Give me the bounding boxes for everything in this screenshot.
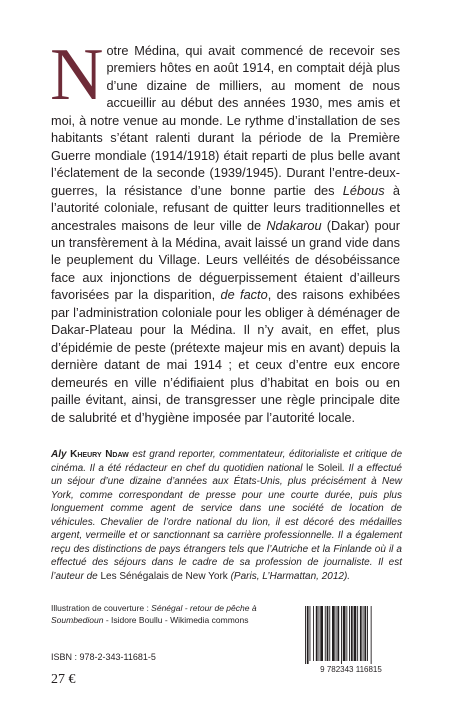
barcode-bar — [341, 606, 342, 664]
barcode-bar — [371, 606, 372, 664]
barcode-bar — [319, 606, 320, 661]
barcode-bar — [351, 606, 353, 661]
bio-newspaper: le Soleil — [306, 462, 343, 474]
main-text-de-facto: de facto — [220, 287, 268, 303]
barcode-bar — [305, 606, 306, 664]
main-paragraph — [50, 34, 400, 426]
main-text-part-4: , des raisons exhibées par l’administration coloniale pour les obliger à déménager de Dakar-Plateau pour la Médina. Il n’y avait, en effet, plus d’épidémie de peste (prétexte majeur mis en avant) depuis la dernière datant de mai 1914 ; et ceux d’entre eux encore demeurés en ville n’édifiaient plus d’habitat en bois ou en paille évitant, ainsi, de transgresser une règle principale dite de salubrité et d’hygiène imposée par l’autorité locale. — [51, 287, 400, 425]
main-text-part-2: à l’autorité coloniale, refusant de quitter leurs traditionnelles et ancestrales maisons de leur ville de — [51, 182, 400, 233]
barcode-bar — [307, 606, 309, 664]
barcode-bar — [336, 606, 337, 661]
author-first-name: Aly — [51, 449, 71, 460]
barcode — [301, 604, 401, 674]
barcode-bar — [332, 606, 335, 661]
barcode-bar — [320, 606, 323, 661]
drop-cap-letter: N — [50, 34, 104, 116]
main-text-ndakarou: Ndakarou — [266, 217, 322, 233]
barcode-bar — [337, 606, 339, 661]
isbn-number: ISBN : 978-2-343-11681-5 — [51, 652, 156, 662]
barcode-bar — [316, 606, 318, 661]
barcode-bar — [364, 606, 366, 661]
author-surname: Kheury Ndaw — [70, 449, 129, 460]
bio-text-part-1: est grand reporter, commentateur, éditorialiste et critique de cinéma. Il a été rédacteur en chef du quotidien national — [51, 449, 403, 474]
barcode-bar — [363, 606, 364, 661]
bio-text-part-3: (Paris, L’Harmattan, 2012). — [227, 570, 351, 582]
barcode-bar — [327, 606, 329, 661]
main-text-part-1: otre Médina, qui avait commencé de recevoir ses premiers hôtes en août 1914, en comptait déjà plus d’une dizaine de milliers, au moment de nous accueillir au début des années 1930, mes amis et moi, à notre venue au monde. Le rythme d’installation de ses habitants s’étant ralenti durant la période de la Première Guerre mondiale (1914/1918) était reparti de plus belle avant l’éclatement de la seconde (1939/1945). Durant l’entre-deux-guerres, la résistance d’une bonne partie des — [51, 43, 400, 198]
bio-text-part-2: . Il a effectué un séjour d’une dizaine d’années aux États-Unis, plus précisément à New York, comme correspondant de presse pour une courte durée, puis plus longuement comme agent de service dans une société de location de véhicules. Chevalier de l’ordre national du lion, il est décoré des médailles argent, vermeille et or sanctionnant sa carrière professionnelle. Il a également reçu des distinctions de pays étrangers tels que l’Autriche et la Finlande où il a effectué des séjours dans le cadre de sa profession de journaliste. Il est l’auteur de — [51, 462, 402, 582]
credit-suffix: - Isidore Boullu - Wikimedia commons — [103, 614, 249, 625]
credit-title: Sénégal - retour de pêche à Soumbedioun — [51, 603, 257, 625]
price: 27 € — [51, 672, 76, 687]
author-biography — [51, 448, 402, 583]
main-text-lebous: Lébous — [342, 182, 385, 198]
barcode-bar — [367, 606, 368, 661]
barcode-bar — [329, 606, 330, 661]
bio-paragraph — [51, 448, 402, 583]
barcode-bar — [325, 606, 326, 661]
back-cover-text — [50, 34, 400, 426]
barcode-bar — [313, 606, 314, 661]
barcode-bar — [346, 606, 347, 661]
barcode-digits: 9 782343 116815 — [320, 665, 382, 674]
barcode-bar — [360, 606, 362, 661]
bio-book-title: Les Sénégalais de New York — [100, 570, 228, 582]
barcode-graphic — [301, 604, 401, 674]
main-text-part-3: (Dakar) pour un transfèrement à la Médina, avait laissé un grand vide dans le peuplement du Village. Leurs velléités de désobéissance face aux injonctions de déguerpissement étaient d’ailleurs favorisées par la disparition, — [51, 217, 400, 303]
barcode-bar — [310, 606, 311, 661]
barcode-bar — [354, 606, 357, 661]
barcode-bar — [357, 606, 358, 661]
credit-prefix: Illustration de couverture : — [51, 603, 152, 613]
cover-illustration-credit — [51, 603, 281, 626]
barcode-bar — [349, 606, 350, 661]
barcode-bar — [343, 606, 346, 661]
